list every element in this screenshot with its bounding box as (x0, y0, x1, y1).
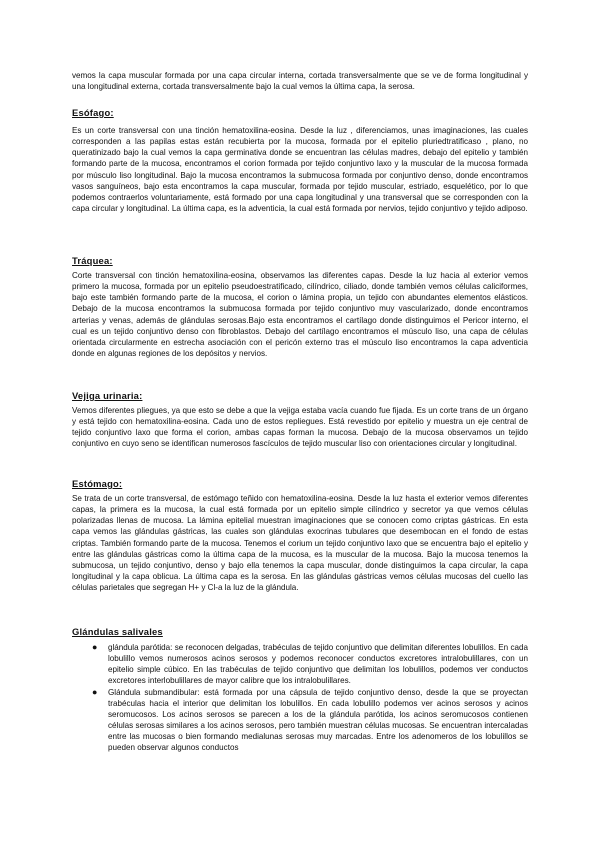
section-glandulas (90, 642, 528, 754)
heading-esofago: Esófago: (72, 107, 114, 118)
bullet-icon: ● (92, 686, 98, 697)
paragraph-traquea: Corte transversal con tinción hematoxilina-eosina, observamos las diferentes capas. Desde la luz hacia al exterior vemos primero la mucosa, formada por un epitelio pseudoestratificado, cilíndrico, ciliado, donde también vemos células caliciformes, bajo este también formando parte de la mucosa, el corion o lámina propia, un tejido con abundantes elementos elásticos. Debajo de la mucosa encontramos la submucosa formada por tejido conjuntivo muy vascularizado, donde encontramos arterias y venas, además de glándulas serosas.Bajo esta encontramos el cartílago donde distinguimos el Pericor interno, el cual es un tejido conjuntivo denso con fibroblastos. Debajo del cartílago encontramos el músculo liso, una capa de células orientada circularmente en estrecha asociación con el pericón externo tras el músculo liso encontramos la capa adventicia donde en algunas regiones de los depósitos y nervios. (72, 271, 528, 359)
paragraph-estomago: Se trata de un corte transversal, de estómago teñido con hematoxilina-eosina. Desde la luz hasta el exterior vemos diferentes capas, la primera es la mucosa, la cual está formada por un epitelio simple cilíndrico y secretor ya que vemos células polarizadas llenas de mucosa. La lámina epitelial muestran imaginaciones que se conocen como criptas gástricas. En esta capa vemos las glándulas gástricas, las cuales son glándulas exocrinas tubulares que desembocan en el fondo de estas criptas. También formando parte de la mucosa. Tenemos el corium un tejido conjuntivo laxo que se encuentra bajo el epitelio y entre las glándulas gástricas como la última capa de la mucosa, es la muscular de la mucosa. Bajo la mucosa tenemos la submucosa, un tejido conjuntivo, denso y bajo ella tenemos la capa muscular, donde distinguimos la capa circular, la capa longitudinal y la capa oblicua. La última capa es la serosa. En las glándulas gástricas vemos células mucosas del cuello las células parietales que segregan H+ y Cl-a la luz de la glándula. (72, 494, 528, 593)
section-estomago (72, 493, 528, 593)
section-vejiga (72, 405, 528, 450)
intro-paragraph: vemos la capa muscular formada por una capa circular interna, cortada transversalmente que se ve de forma longitudinal y una longitudinal externa, cortada transversalmente bajo la cual vemos la última capa, la serosa. (72, 71, 528, 92)
paragraph-esofago: Es un corte transversal con una tinción hematoxilina-eosina. Desde la luz , diferenciamos, unas imaginaciones, las cuales corresponden a las papilas estas están recubierta por la mucosa, formada por el epitelio pluriedtratificaso , plano, no queratinizado bajo la cual vemos la capa germinativa donde se encuentran las células madres, debajo del epitelio y también formando parte de la mucosa, encontramos el corion formada por tejido conjuntivo laxo y la muscular de la mucosa formada por músculo liso longitudinal. Bajo la mucosa encontramos la submucosa formada por conjuntivo denso, donde encontramos vasos sanguíneos, bajo esta encontramos la capa muscular, formada por tejido muscular, estriado, esquelético, por lo que podemos contraerlos voluntariamente, está formado por una capa longitudinal y una transversal que se corresponden con la capa circular y longitudinal. La última capa, es la adventicia, la cual está formada por nervios, tejido conjuntivo y tejido adiposo. (72, 126, 528, 214)
bullet-icon: ● (92, 642, 98, 652)
heading-estomago: Estómago: (72, 478, 123, 489)
heading-vejiga: Vejiga urinaria: (72, 390, 143, 401)
paragraph-vejiga: Vemos diferentes pliegues, ya que esto se debe a que la vejiga estaba vacía cuando fue fijada. Es un corte trans de un órgano y está tejido con hematoxilina-eosina. Cada uno de estos repliegues. Está revestido por epitelio y muestra un eje central de tejido conjuntivo laxo que forma el corion, ambas capas forman la mucosa. Debajo de la mucosa observamos un tejido conjuntivo en cuyo seno se identifican numerosos fascículos de tejido muscular liso con orientaciones circular y longitudinal. (72, 406, 528, 449)
list-item (90, 642, 528, 687)
section-esofago (72, 125, 528, 214)
glandulas-list (90, 642, 528, 754)
heading-glandulas: Glándulas salivales (72, 626, 163, 637)
list-item-text: Glándula submandibular: está formada por una cápsula de tejido conjuntivo denso, desde la que se proyectan trabéculas hacia el interior que delimitan los lobulillos. En cada lobulillo podemos ver acinos serosos y acinos seromucosos. Los acinos serosos se parecen a los de la glándula parótida, los acinos seromucosos contienen células serosas similares a los acinos serosos, pero también muestran células mucosas. Se encuentran intercaladas entre las mucosas o bien formando medialunas serosas muy marcadas. Entre los adenomeros de los lobulillos se pueden observar algunos conductos (108, 687, 528, 753)
list-item-text: glándula parótida: se reconocen delgadas, trabéculas de tejido conjuntivo que delimitan diferentes lobulillos. En cada lobulillo vemos numerosos acinos serosos y podemos reconocer conductos excretores intralobulillares, con un epitelio simple cúbico. En las trabéculas de tejido conjuntivo que delimitan los lobulillos, podemos ver conductos excretores interlobulillares de mayor calibre que los intralobulillares. (108, 643, 528, 686)
intro-block (72, 70, 528, 92)
section-traquea (72, 270, 528, 359)
list-item (90, 687, 528, 754)
heading-traquea: Tráquea: (72, 255, 113, 266)
